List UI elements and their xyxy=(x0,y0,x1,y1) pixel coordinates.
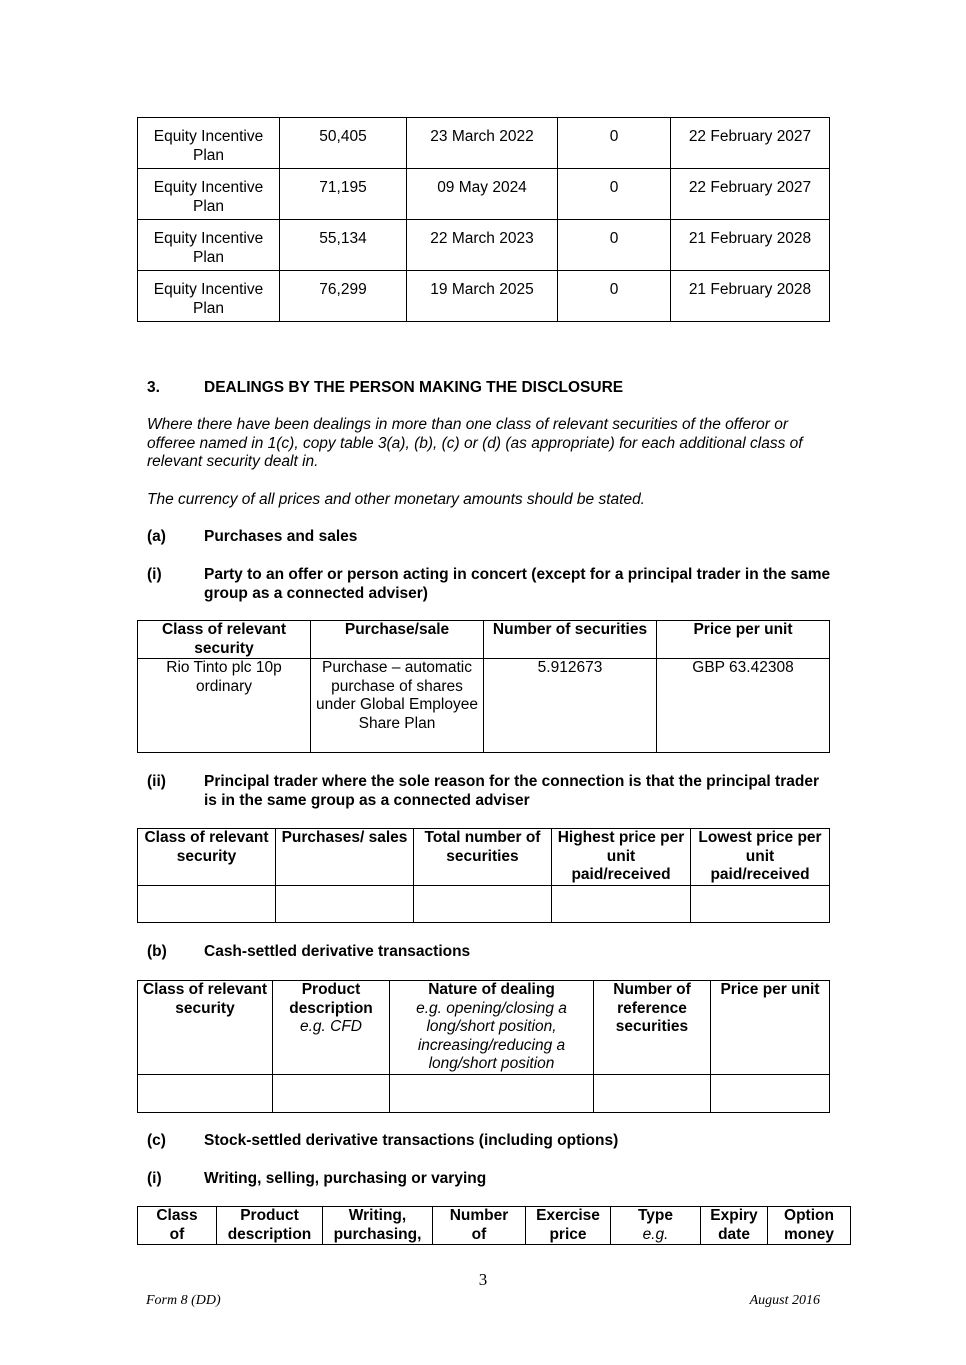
cell-expiry-date: 21 February 2028 xyxy=(671,271,830,322)
cell-number: 5.912673 xyxy=(484,659,657,753)
header-number: Number of xyxy=(433,1207,526,1245)
subsection-a-i-title: Party to an offer or person acting in concert (except for a principal trader in the same group as a connected adviser) xyxy=(204,566,831,602)
cell-grant-date: 19 March 2025 xyxy=(407,271,558,322)
table-row xyxy=(138,118,830,169)
header-type: Type e.g. xyxy=(611,1207,701,1245)
cell-plan: Equity Incentive Plan xyxy=(138,169,280,220)
stock-settled-table xyxy=(137,1206,851,1245)
table-row xyxy=(138,220,830,271)
subsection-c-title: Stock-settled derivative transactions (including options) xyxy=(204,1132,619,1149)
table-row xyxy=(138,169,830,220)
cell-expiry-date: 22 February 2027 xyxy=(671,169,830,220)
cell-price: GBP 63.42308 xyxy=(657,659,830,753)
subsection-b-title: Cash-settled derivative transactions xyxy=(204,943,471,960)
header-nature-label: Nature of dealing xyxy=(428,981,555,998)
section-number: 3. xyxy=(147,379,160,396)
header-purchase-sale: Purchase/sale xyxy=(311,621,484,659)
cell-grant-date: 09 May 2024 xyxy=(407,169,558,220)
cell-number: 76,299 xyxy=(280,271,407,322)
section-note-currency: The currency of all prices and other monetary amounts should be stated. xyxy=(147,491,645,508)
header-product-description xyxy=(273,981,390,1075)
header-lowest-price: Lowest price per unit paid/received xyxy=(691,829,830,886)
subsection-a-label: (a) xyxy=(147,528,166,545)
cell-plan: Equity Incentive Plan xyxy=(138,271,280,322)
cell-purchase-sale: Purchase – automatic purchase of shares under Global Employee Share Plan xyxy=(311,659,484,753)
cell-number: 71,195 xyxy=(280,169,407,220)
header-product-label: Product description xyxy=(289,981,373,1017)
header-expiry-date: Expiry date xyxy=(701,1207,768,1245)
subsection-c-i-title: Writing, selling, purchasing or varying xyxy=(204,1170,487,1187)
table-row xyxy=(138,271,830,322)
header-writing-purchasing: Writing, purchasing, xyxy=(323,1207,433,1245)
empty-cell xyxy=(552,886,691,923)
header-price: Price per unit xyxy=(657,621,830,659)
header-nature-example: e.g. opening/closing a long/short position, increasing/reducing a long/short position xyxy=(416,999,567,1072)
cell-exercise-price: 0 xyxy=(558,271,671,322)
empty-cell xyxy=(691,886,830,923)
cash-settled-table xyxy=(137,980,830,1113)
empty-cell xyxy=(594,1075,711,1113)
header-purchases-sales: Purchases/ sales xyxy=(276,829,414,886)
subsection-a-ii-title: Principal trader where the sole reason for the connection is that the principal trader is in the same group as a connected adviser xyxy=(204,773,819,809)
equity-incentive-table xyxy=(137,117,830,322)
empty-cell xyxy=(711,1075,830,1113)
empty-cell xyxy=(414,886,552,923)
header-class: Class of relevant security xyxy=(138,829,276,886)
cell-class: Rio Tinto plc 10p ordinary xyxy=(138,659,311,753)
header-highest-price: Highest price per unit paid/received xyxy=(552,829,691,886)
header-class: Class of relevant security xyxy=(138,981,273,1075)
footer-form-label: Form 8 (DD) xyxy=(146,1293,221,1308)
cell-exercise-price: 0 xyxy=(558,118,671,169)
subsection-c-i-label: (i) xyxy=(147,1170,162,1187)
page-number: 3 xyxy=(478,1270,488,1289)
header-class: Class of relevant security xyxy=(138,621,311,659)
cell-grant-date: 22 March 2023 xyxy=(407,220,558,271)
subsection-b-label: (b) xyxy=(147,943,167,960)
cell-expiry-date: 22 February 2027 xyxy=(671,118,830,169)
empty-cell xyxy=(138,1075,273,1113)
empty-cell xyxy=(390,1075,594,1113)
cell-exercise-price: 0 xyxy=(558,220,671,271)
cell-number: 55,134 xyxy=(280,220,407,271)
cell-number: 50,405 xyxy=(280,118,407,169)
empty-cell xyxy=(273,1075,390,1113)
section-note-dealings: Where there have been dealings in more than one class of relevant securities of the offeror or offeree named in 1(c), copy table 3(a), (b), (c) or (d) (as appropriate) for each additional class of relevant security dealt in. xyxy=(147,416,803,470)
cell-grant-date: 23 March 2022 xyxy=(407,118,558,169)
cell-exercise-price: 0 xyxy=(558,169,671,220)
cell-plan: Equity Incentive Plan xyxy=(138,220,280,271)
cell-plan: Equity Incentive Plan xyxy=(138,118,280,169)
header-option-money: Option money xyxy=(768,1207,851,1245)
header-total-number: Total number of securities xyxy=(414,829,552,886)
subsection-a-ii-label: (ii) xyxy=(147,773,166,790)
header-exercise-price: Exercise price xyxy=(526,1207,611,1245)
subsection-c-label: (c) xyxy=(147,1132,166,1149)
header-product-description: Product description xyxy=(217,1207,323,1245)
header-price: Price per unit xyxy=(711,981,830,1075)
subsection-a-title: Purchases and sales xyxy=(204,528,358,545)
subsection-a-i-label: (i) xyxy=(147,566,162,583)
header-class: Class of xyxy=(138,1207,217,1245)
header-nature-of-dealing xyxy=(390,981,594,1075)
principal-trader-table xyxy=(137,828,830,923)
section-title: DEALINGS BY THE PERSON MAKING THE DISCLOSURE xyxy=(204,379,624,396)
header-reference-securities: Number of reference securities xyxy=(594,981,711,1075)
empty-cell xyxy=(276,886,414,923)
empty-cell xyxy=(138,886,276,923)
footer-date: August 2016 xyxy=(749,1293,820,1308)
header-number: Number of securities xyxy=(484,621,657,659)
header-product-example: e.g. CFD xyxy=(299,1018,362,1035)
cell-expiry-date: 21 February 2028 xyxy=(671,220,830,271)
purchases-sales-table xyxy=(137,620,830,753)
